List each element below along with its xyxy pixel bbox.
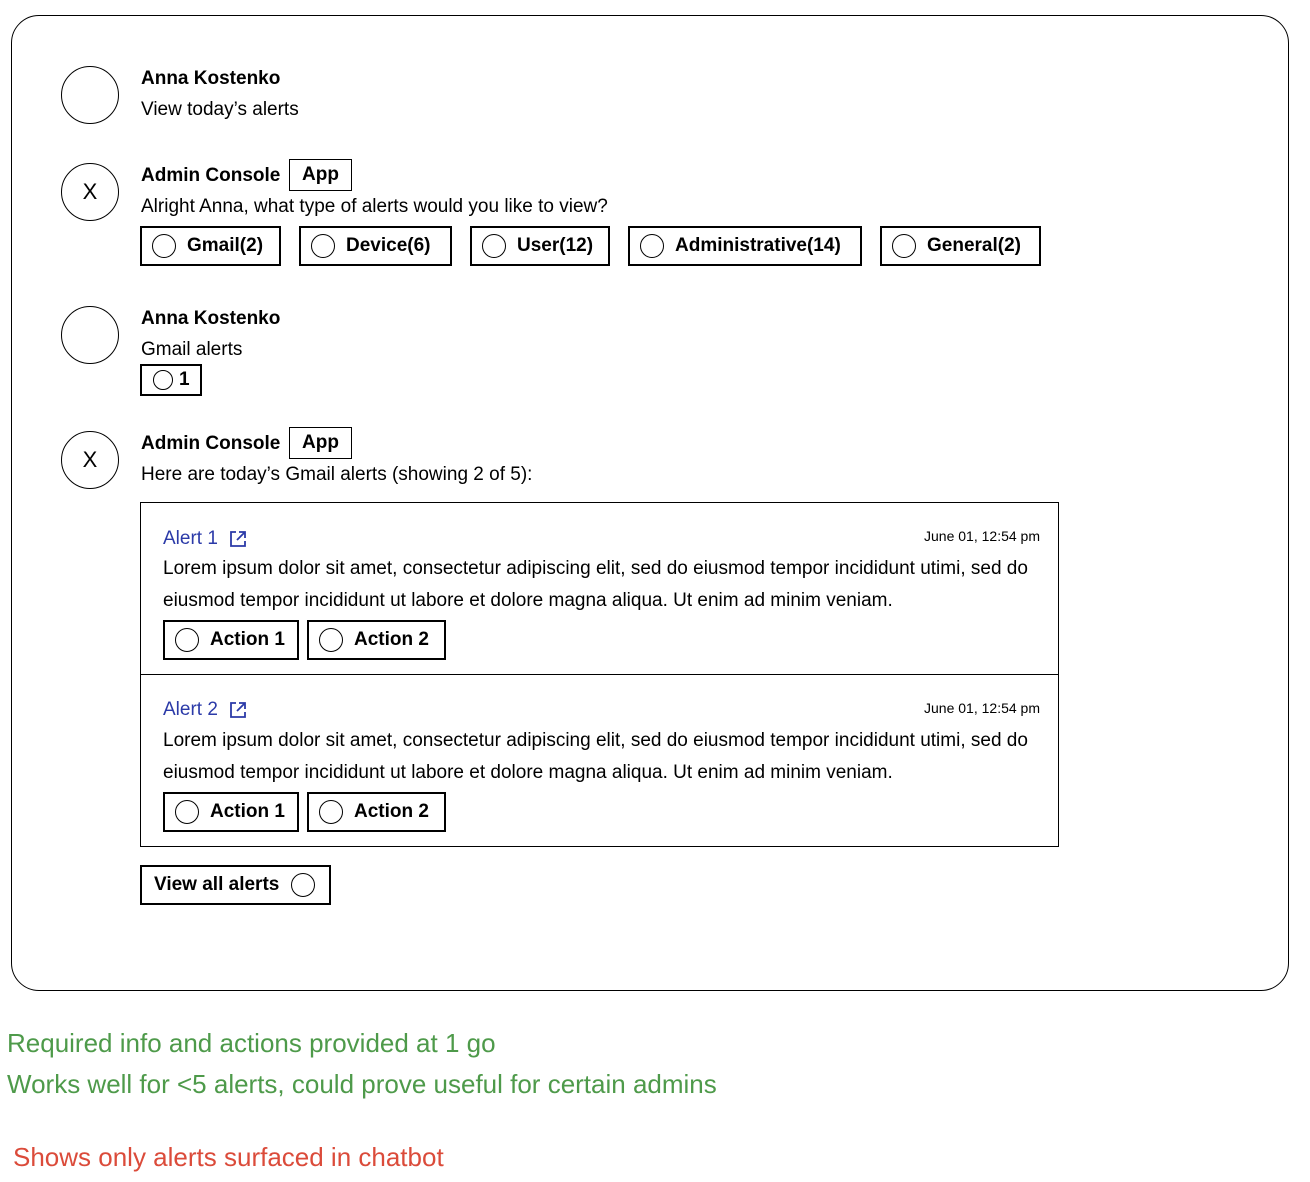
radio-icon [175,800,199,824]
radio-icon [311,234,335,258]
alert-timestamp: June 01, 12:54 pm [924,528,1040,544]
user-avatar [61,306,119,364]
option-general[interactable]: General(2) [880,226,1041,266]
app-badge: App [289,427,352,459]
alert-body: Lorem ipsum dolor sit amet, consectetur adipiscing elit, sed do eiusmod tempor incididunt utimi, sed do eiusmod tempor incididunt ut labore et dolore magna aliqua. Ut enim ad minim veniam. [163,558,1028,611]
alert-action-2[interactable]: Action 2 [307,620,446,660]
sender-name: Admin Console [141,433,281,454]
divider [141,674,1058,675]
user-avatar [61,66,119,124]
sender-name: Admin Console [141,165,281,186]
radio-icon [640,234,664,258]
alert-link[interactable]: Alert 2 [163,699,248,721]
radio-icon [175,628,199,652]
message-text: Alright Anna, what type of alerts would you like to view? [141,196,608,217]
alert-body: Lorem ipsum dolor sit amet, consectetur adipiscing elit, sed do eiusmod tempor incididunt utimi, sed do eiusmod tempor incididunt ut labore et dolore magna aliqua. Ut enim ad minim veniam. [163,730,1028,783]
sender-name: Anna Kostenko [141,68,281,89]
radio-icon [152,234,176,258]
alert-action-2[interactable]: Action 2 [307,792,446,832]
avatar-label: X [82,179,98,204]
radio-icon [153,370,173,390]
alert-timestamp: June 01, 12:54 pm [924,700,1040,716]
bot-avatar [61,163,119,221]
view-all-alerts-button[interactable]: View all alerts [140,865,331,905]
option-device[interactable]: Device(6) [299,226,452,266]
app-badge: App [289,159,352,191]
radio-icon [892,234,916,258]
radio-icon [291,873,315,897]
option-administrative[interactable]: Administrative(14) [628,226,862,266]
radio-icon [319,800,343,824]
external-link-icon [228,529,248,549]
external-link-icon [228,700,248,720]
pro-note: Works well for <5 alerts, could prove useful for certain admins [7,1069,717,1099]
alert-link[interactable]: Alert 1 [163,528,248,550]
radio-icon [319,628,343,652]
message-text: Here are today’s Gmail alerts (showing 2 of 5): [141,464,533,485]
option-user[interactable]: User(12) [470,226,610,266]
message-text: View today’s alerts [141,99,299,120]
pro-note: Required info and actions provided at 1 go [7,1028,496,1058]
avatar-label: X [82,447,98,472]
sender-name: Anna Kostenko [141,308,281,329]
radio-icon [482,234,506,258]
con-note: Shows only alerts surfaced in chatbot [13,1142,444,1172]
option-gmail[interactable]: Gmail(2) [140,226,281,266]
reply-chip[interactable]: 1 [140,364,202,396]
alert-action-1[interactable]: Action 1 [163,792,299,832]
bot-avatar [61,431,119,489]
alert-action-1[interactable]: Action 1 [163,620,299,660]
message-text: Gmail alerts [141,339,243,360]
alerts-card [140,502,1059,847]
